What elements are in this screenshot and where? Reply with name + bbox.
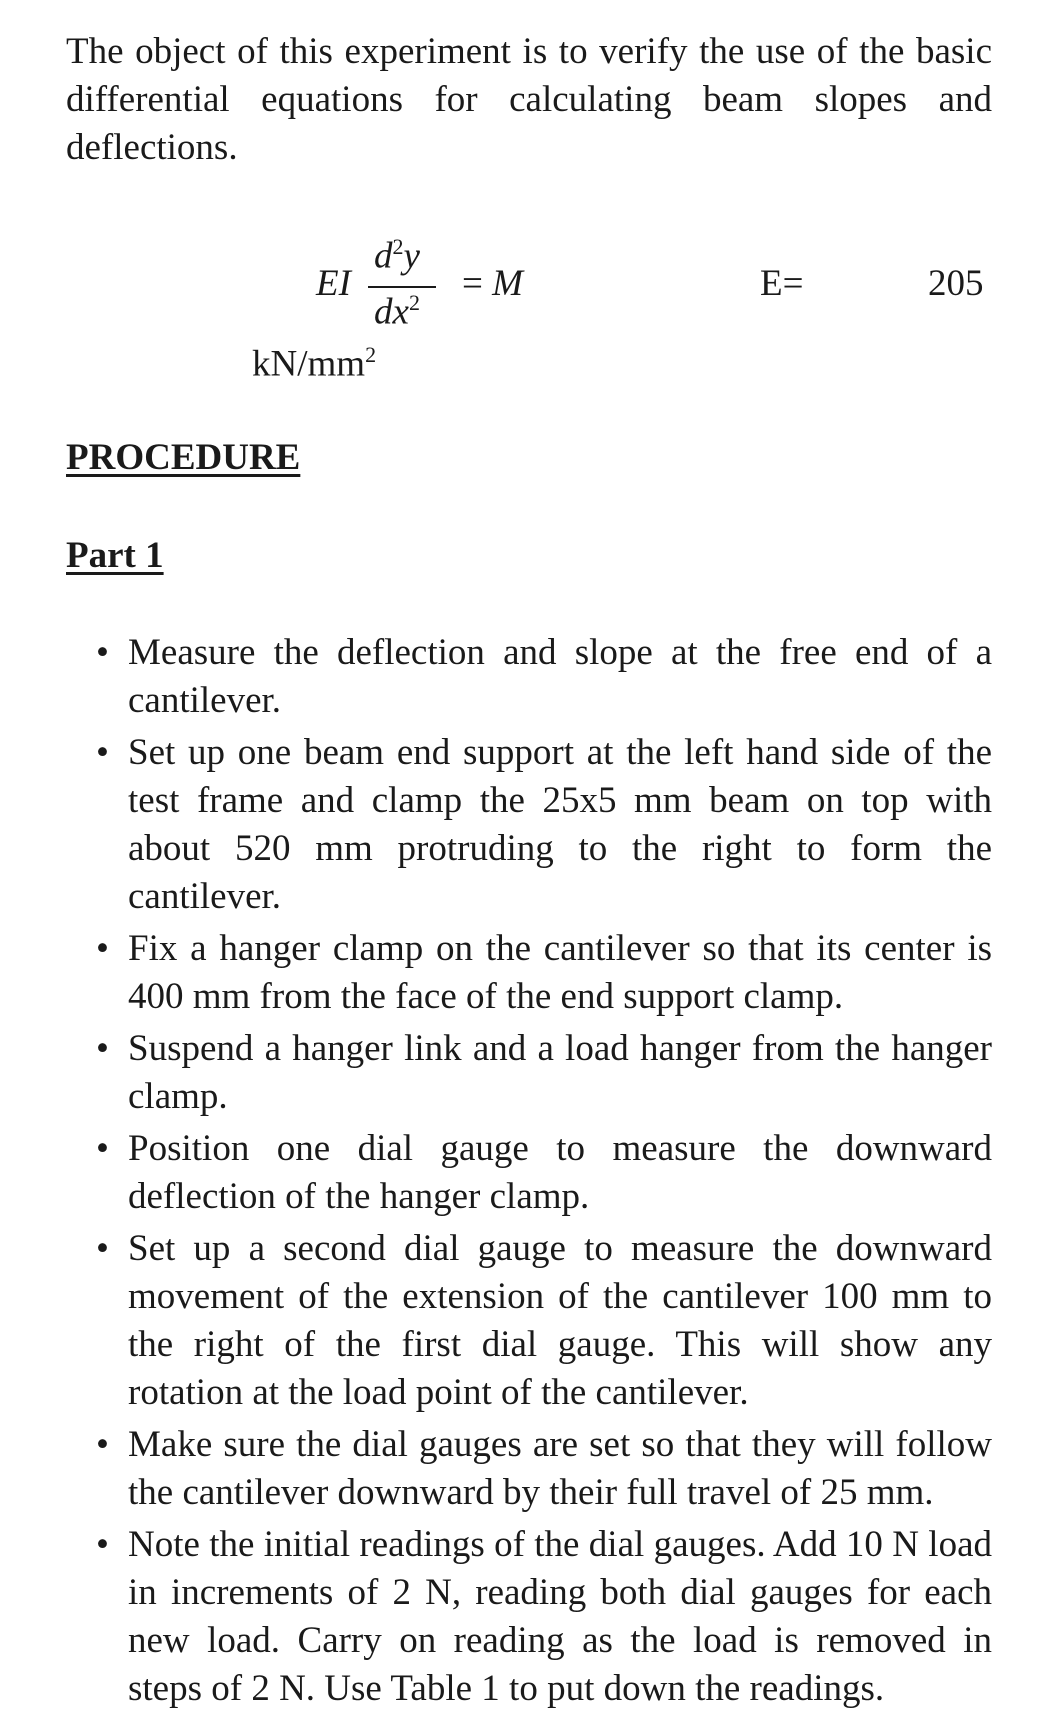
fraction-bar bbox=[368, 286, 436, 288]
bullet-icon: • bbox=[96, 928, 109, 969]
list-item: • Measure the deflection and slope at the free end of a cantilever. bbox=[66, 629, 992, 725]
bullet-icon: • bbox=[96, 1424, 109, 1465]
list-item: • Set up a second dial gauge to measure the downward movement of the extension of the cantilever 100 mm to the right of the first dial gauge. This will show any rotation at the load point of the cantilever. bbox=[66, 1225, 992, 1417]
bullet-icon: • bbox=[96, 1028, 109, 1069]
list-item: • Note the initial readings of the dial gauges. Add 10 N load in increments of 2 N, reading both dial gauges for each new load. Carry on reading as the load is removed in steps of 2 N. Use Table 1 to put down the readings. bbox=[66, 1521, 992, 1713]
equation-ei: EI bbox=[316, 263, 351, 304]
list-item: • Suspend a hanger link and a load hanger from the hanger clamp. bbox=[66, 1025, 992, 1121]
bullet-icon: • bbox=[96, 1128, 109, 1169]
list-item: • Position one dial gauge to measure the downward deflection of the hanger clamp. bbox=[66, 1125, 992, 1221]
bullet-icon: • bbox=[96, 732, 109, 773]
modulus-value: 205 bbox=[928, 263, 984, 304]
procedure-list bbox=[66, 629, 992, 1717]
equation-rhs: = M bbox=[462, 263, 523, 304]
bullet-icon: • bbox=[96, 1524, 109, 1565]
equation-numerator: $d^2y$ bbox=[374, 234, 420, 277]
part-heading: Part 1 bbox=[66, 535, 164, 576]
intro-paragraph: The object of this experiment is to verify the use of the basic differential equations for calculating beam slopes and deflections. bbox=[66, 31, 992, 168]
list-item: • Set up one beam end support at the left hand side of the test frame and clamp the 25x5 mm beam on top with about 520 mm protruding to the right to form the cantilever. bbox=[66, 729, 992, 921]
list-item: • Fix a hanger clamp on the cantilever so that its center is 400 mm from the face of the end support clamp. bbox=[66, 925, 992, 1021]
bullet-icon: • bbox=[96, 632, 109, 673]
equation-denominator: $dx^2$ bbox=[374, 290, 420, 333]
procedure-heading: PROCEDURE bbox=[66, 437, 301, 478]
modulus-label: E= bbox=[760, 263, 804, 304]
list-item: • Make sure the dial gauges are set so that they will follow the cantilever downward by their full travel of 25 mm. bbox=[66, 1421, 992, 1517]
bullet-icon: • bbox=[96, 1228, 109, 1269]
modulus-unit: $kN/mm^2$ bbox=[252, 342, 377, 385]
